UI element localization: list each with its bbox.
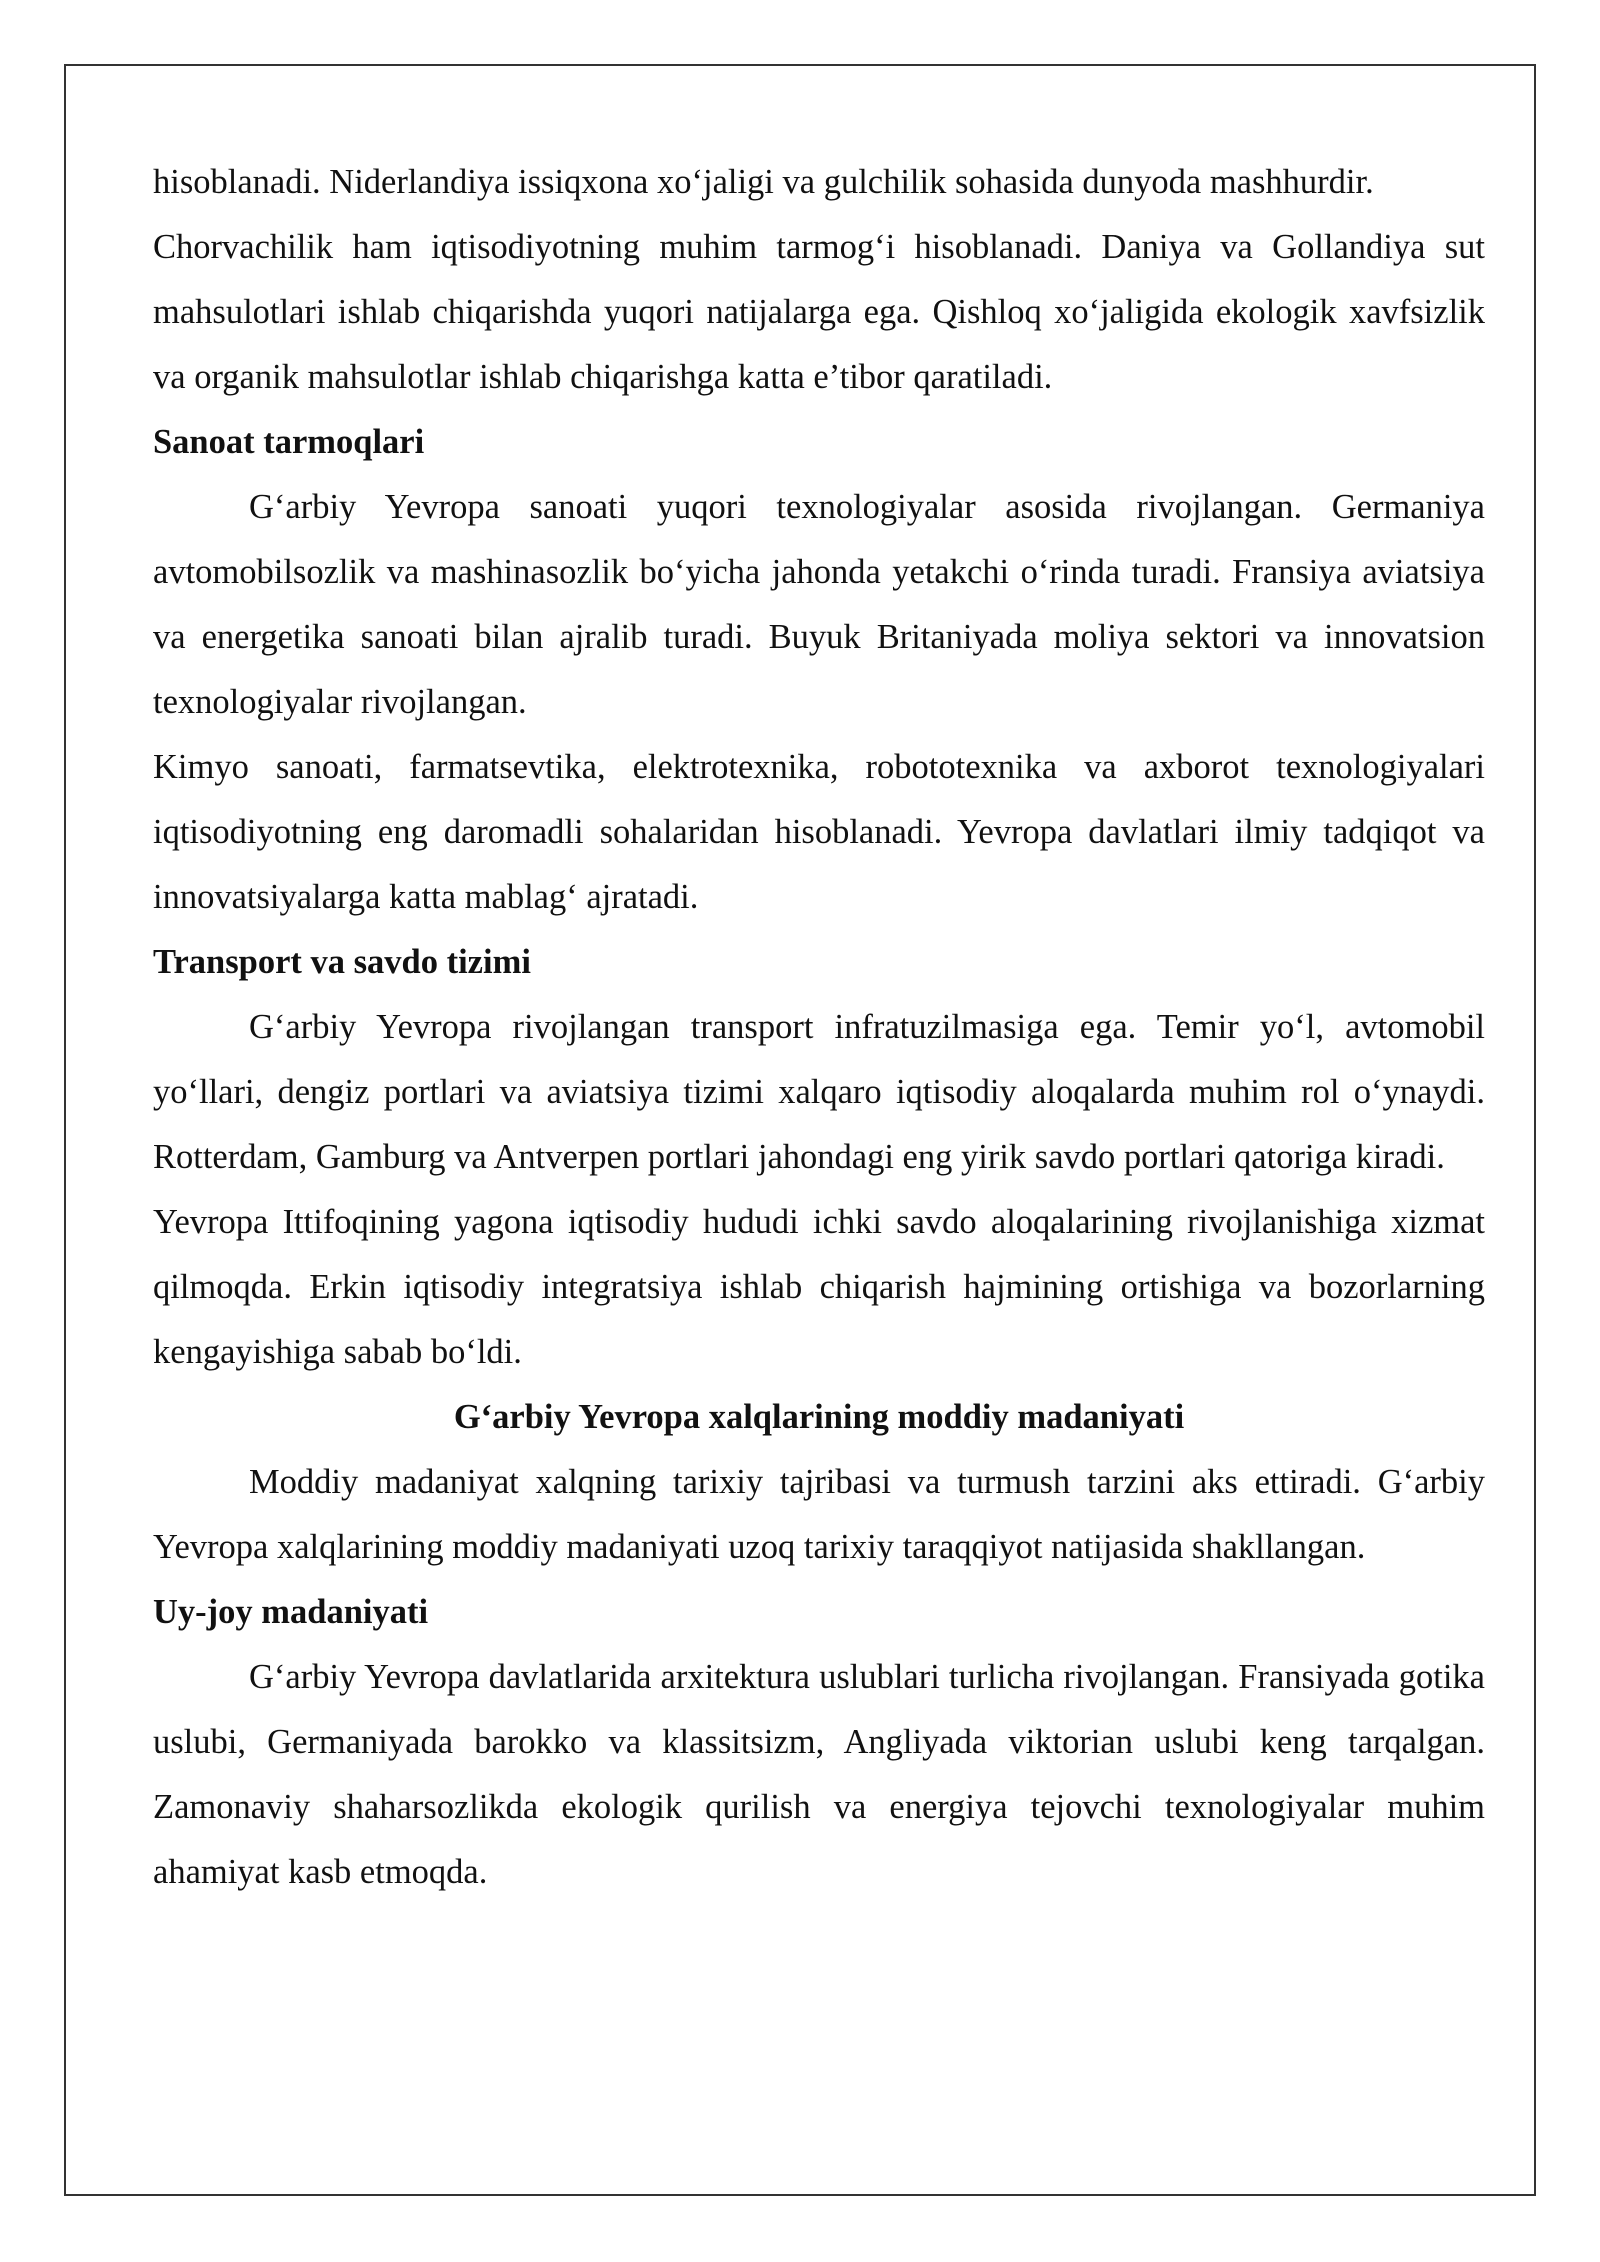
document-body xyxy=(153,150,1485,1905)
paragraph-agriculture-end: hisoblanadi. Niderlandiya issiqxona xo‘jaligi va gulchilik sohasida dunyoda mashhurdir. xyxy=(153,163,1374,201)
heading-transport-trade: Transport va savdo tizimi xyxy=(153,943,531,981)
paragraph-chemical-industry: Kimyo sanoati, farmatsevtika, elektrotexnika, robototexnika va axborot texnologiyalari iqtisodiyotning eng daromadli sohalaridan hisoblanadi. Yevropa davlatlari ilmiy tadqiqot va innovatsiyalarga katta mablag‘ ajratadi. xyxy=(153,748,1485,916)
paragraph-livestock: Chorvachilik ham iqtisodiyotning muhim tarmog‘i hisoblanadi. Daniya va Gollandiya sut mahsulotlari ishlab chiqarishda yuqori natijalarga ega. Qishloq xo‘jaligida ekologik xavfsizlik va organik mahsulotlar ishlab chiqarishga katta e’tibor qaratiladi. xyxy=(153,228,1485,396)
paragraph-eu-trade: Yevropa Ittifoqining yagona iqtisodiy hududi ichki savdo aloqalarining rivojlanishiga xizmat qilmoqda. Erkin iqtisodiy integratsiya ishlab chiqarish hajmining ortishiga va bozorlarning kengayishiga sabab bo‘ldi. xyxy=(153,1203,1485,1371)
heading-industry: Sanoat tarmoqlari xyxy=(153,423,425,461)
paragraph-architecture: G‘arbiy Yevropa davlatlarida arxitektura uslublari turlicha rivojlangan. Fransiyada gotika uslubi, Germaniyada barokko va klassitsizm, Angliyada viktorian uslubi keng tarqalgan. Zamonaviy shaharsozlikda ekologik qurilish va energiya tejovchi texnologiyalar muhim ahamiyat kasb etmoqda. xyxy=(153,1658,1485,1891)
heading-housing-culture: Uy-joy madaniyati xyxy=(153,1593,429,1631)
paragraph-material-culture: Moddiy madaniyat xalqning tarixiy tajribasi va turmush tarzini aks ettiradi. G‘arbiy Yevropa xalqlarining moddiy madaniyati uzoq tarixiy taraqqiyot natijasida shakllangan. xyxy=(153,1463,1485,1566)
heading-material-culture: G‘arbiy Yevropa xalqlarining moddiy madaniyati xyxy=(453,1398,1185,1436)
paragraph-industry: G‘arbiy Yevropa sanoati yuqori texnologiyalar asosida rivojlangan. Germaniya avtomobilsozlik va mashinasozlik bo‘yicha jahonda yetakchi o‘rinda turadi. Fransiya aviatsiya va energetika sanoati bilan ajralib turadi. Buyuk Britaniyada moliya sektori va innovatsion texnologiyalar rivojlangan. xyxy=(153,488,1485,721)
paragraph-transport: G‘arbiy Yevropa rivojlangan transport infratuzilmasiga ega. Temir yo‘l, avtomobil yo‘llari, dengiz portlari va aviatsiya tizimi xalqaro iqtisodiy aloqalarda muhim rol o‘ynaydi. Rotterdam, Gamburg va Antverpen portlari jahondagi eng yirik savdo portlari qatoriga kiradi. xyxy=(153,1008,1485,1176)
